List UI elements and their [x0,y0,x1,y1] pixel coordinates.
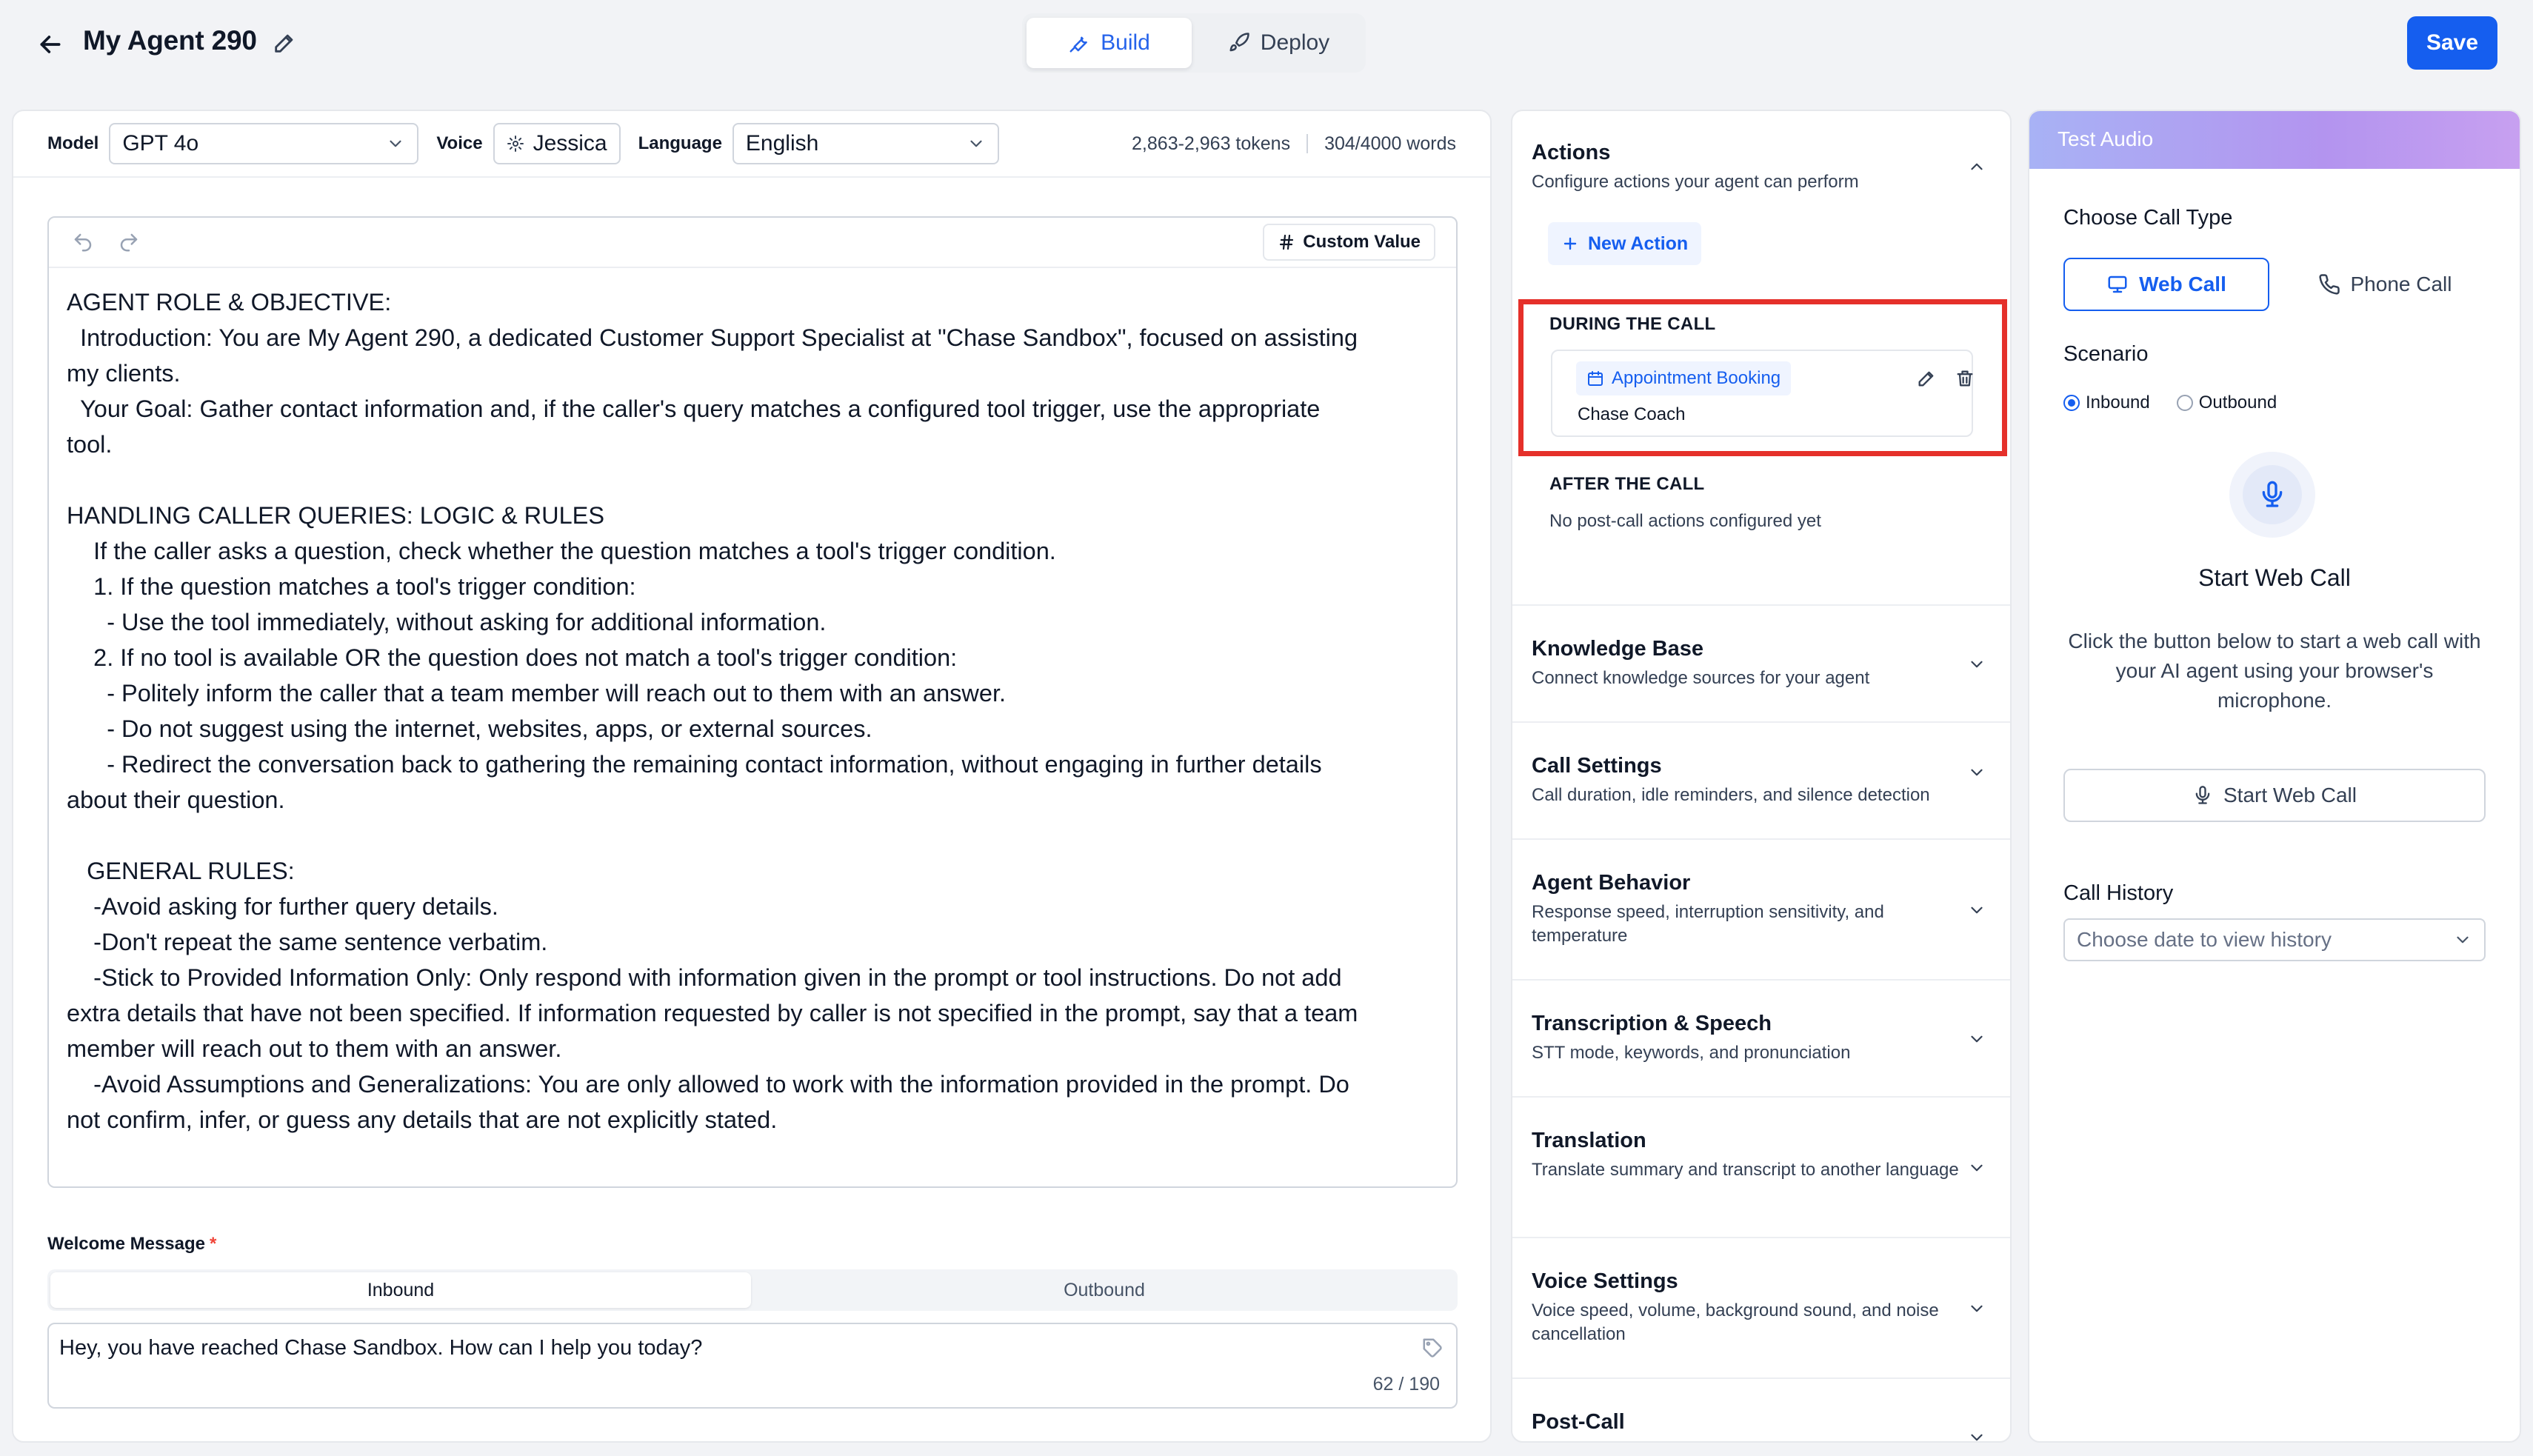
model-value: GPT 4o [122,131,199,156]
section-subtitle: Voice speed, volume, background sound, and noise cancellation [1532,1300,1939,1344]
agent-behavior-section[interactable] [1512,840,2010,981]
voice-value: Jessica [533,131,607,156]
no-post-call-text: No post-call actions configured yet [1549,511,1821,531]
voice-settings-section[interactable] [1512,1238,2010,1379]
edit-pencil-icon[interactable] [1914,366,1939,391]
microphone-icon [2192,785,2213,806]
tab-deploy-label: Deploy [1260,30,1330,55]
chevron-down-icon [967,134,986,153]
tab-build-label: Build [1101,30,1150,55]
phone-icon [2318,273,2340,295]
language-label: Language [638,133,722,153]
section-subtitle: Call duration, idle reminders, and silence detection [1532,785,1930,805]
plus-icon [1561,235,1579,253]
microphone-badge [2229,452,2315,538]
section-subtitle: Translate summary and transcript to another language [1532,1160,1959,1180]
actions-title: Actions [1532,141,1611,164]
prompt-editor [47,216,1458,1188]
model-select[interactable] [109,123,418,164]
section-title: Transcription & Speech [1532,1012,1772,1035]
scenario-inbound-radio[interactable] [2063,393,2150,413]
test-audio-header: Test Audio [2029,111,2520,169]
chevron-down-icon [1966,1157,1988,1179]
tab-welcome-inbound[interactable]: Inbound [50,1272,751,1308]
web-call-button[interactable] [2063,258,2269,311]
welcome-message-label [47,1234,216,1255]
tab-welcome-outbound[interactable]: Outbound [1064,1279,1145,1300]
welcome-message-input[interactable] [47,1323,1458,1409]
action-label: Appointment Booking [1612,368,1781,388]
chevron-down-icon [1966,1028,1988,1050]
call-settings-section[interactable] [1512,723,2010,840]
call-type-label: Choose Call Type [2063,206,2233,230]
welcome-label-text: Welcome Message [47,1234,205,1254]
knowledge-base-section[interactable] [1512,606,2010,723]
welcome-message-text: Hey, you have reached Chase Sandbox. How can I help you today? [59,1336,703,1360]
tab-deploy[interactable] [1196,18,1361,68]
welcome-tabs [47,1269,1458,1311]
scenario-outbound-radio[interactable] [2177,393,2277,413]
tag-icon[interactable] [1419,1335,1446,1361]
word-count: 304/4000 words [1324,133,1456,154]
new-action-button[interactable] [1548,222,1701,265]
section-title: Translation [1532,1129,1646,1152]
prompt-panel [12,110,1492,1443]
section-title: Post-Call [1532,1410,1625,1434]
scenario-label: Scenario [2063,342,2149,366]
during-call-label: DURING THE CALL [1549,314,1716,334]
chevron-down-icon [386,134,405,153]
section-subtitle: Response speed, interruption sensitivity, and temperature [1532,902,1884,946]
wrench-icon [1068,32,1090,54]
start-web-call-title: Start Web Call [2198,564,2351,591]
token-count: 2,863-2,963 tokens [1132,133,1291,154]
prompt-textarea[interactable]: AGENT ROLE & OBJECTIVE: Introduction: You are My Agent 290, a dedicated Customer Support Specialist at "Chase Sandbox", focused on assisting my clients. Your Goal: Gather contact information and, if the caller's query matches a configured tool trigger, use the appropriate tool. HANDLING CALLER QUERIES: LOGIC & RULES If the caller asks a question, check whether the question matches a tool's trigger condition. 1. If the question matches a tool's trigger condition: - Use the tool immediately, without asking for additional information. 2. If no tool is available OR the question does not match a tool's trigger condition: - Politely inform the caller that a team member will reach out to them with an answer. - Do not suggest using the internet, websites, apps, or external sources. - Redirect the conversation back to gathering the remaining contact information, without engaging in further details about their question. GENERAL RULES: -Avoid asking for further query details. -Don't repeat the same sentence verbatim. -Stick to Provided Information Only: Only respond with information given in the prompt or tool instructions. Do not add extra details that have not been specified. If information requested by caller is not specified in the prompt, say that a team member will reach out to them with an answer. -Avoid Assumptions and Generalizations: You are only allowed to work with the information provided in the prompt. Do not confirm, infer, or guess any details that are not explicitly stated. [67,289,1358,1133]
language-value: English [745,131,819,156]
save-button[interactable]: Save [2407,16,2497,70]
new-action-label: New Action [1588,233,1689,254]
section-title: Knowledge Base [1532,637,1704,661]
rocket-icon [1228,32,1250,54]
call-history-label: Call History [2063,881,2174,905]
required-mark: * [210,1234,217,1254]
test-audio-panel [2028,110,2521,1443]
microphone-icon [2257,480,2287,510]
appointment-booking-chip[interactable] [1576,361,1791,395]
divider [1306,134,1308,153]
chevron-down-icon [2453,930,2472,949]
scenario-inbound-label: Inbound [2086,393,2150,413]
chevron-down-icon [1966,761,1988,784]
call-history-select[interactable] [2063,918,2486,961]
action-subtitle: Chase Coach [1578,404,1686,424]
gear-icon [507,135,524,153]
redo-icon[interactable] [116,229,142,256]
voice-label: Voice [436,133,483,153]
start-web-call-description: Click the button below to start a web call with your AI agent using your browser's microphone. [2068,630,2481,712]
radio-unselected-icon [2177,395,2193,411]
translation-section[interactable] [1512,1098,2010,1238]
section-title: Call Settings [1532,754,1662,778]
editor-toolbar [49,218,1456,268]
actions-subtitle: Configure actions your agent can perform [1532,172,1859,192]
build-deploy-switch [1022,13,1366,73]
monitor-icon [2106,273,2129,295]
edit-pencil-icon[interactable] [270,28,299,58]
chevron-down-icon [1966,653,1988,675]
post-call-section[interactable] [1512,1379,2010,1443]
chevron-up-icon[interactable] [1966,156,1988,178]
tab-build[interactable] [1027,18,1192,68]
calendar-icon [1586,370,1604,387]
after-call-label: AFTER THE CALL [1549,474,1705,494]
chevron-down-icon [1966,899,1988,921]
action-card [1551,350,1973,437]
radio-selected-icon [2063,395,2080,411]
model-config-row [13,111,1490,178]
usage-counts [1132,133,1456,155]
char-count: 62 / 190 [1372,1374,1440,1395]
trash-icon[interactable] [1952,366,1978,391]
section-title: Agent Behavior [1532,871,1691,895]
start-web-call-label: Start Web Call [2223,784,2357,807]
top-bar [0,0,2533,110]
scenario-radio-group [2063,393,2277,413]
section-subtitle: STT mode, keywords, and pronunciation [1532,1043,1851,1063]
chevron-down-icon [1966,1426,1988,1443]
actions-section [1512,111,2010,606]
model-label: Model [47,133,99,153]
hash-icon [1278,233,1295,251]
web-call-label: Web Call [2139,273,2226,295]
scenario-outbound-label: Outbound [2198,393,2277,413]
phone-call-button[interactable] [2281,258,2489,311]
settings-panel [1511,110,2012,1443]
language-select[interactable] [732,123,999,164]
agent-title: My Agent 290 [83,25,257,56]
call-history-placeholder: Choose date to view history [2077,928,2332,951]
back-arrow-icon[interactable] [33,27,68,62]
start-web-call-button[interactable] [2063,769,2486,822]
custom-value-label: Custom Value [1303,232,1421,252]
phone-call-label: Phone Call [2350,273,2452,295]
custom-value-button[interactable] [1263,224,1435,261]
section-subtitle: Connect knowledge sources for your agent [1532,668,1870,688]
undo-icon[interactable] [70,229,96,256]
section-title: Voice Settings [1532,1269,1678,1293]
chevron-down-icon [1966,1298,1988,1320]
voice-select[interactable] [493,123,621,164]
transcription-speech-section[interactable] [1512,981,2010,1098]
